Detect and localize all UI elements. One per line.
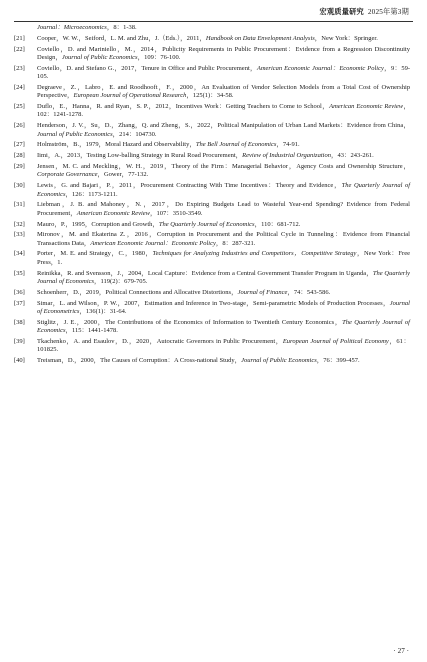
reference-item xyxy=(14,201,410,218)
reference-tail: ，New York：Free Press，1. xyxy=(37,250,410,266)
reference-text: Jensen，M. C. and Meckling，W. H.，2019，Theory of the Firm：Managerial Behavior，Agency Costs and Ownership Structure， xyxy=(37,163,410,171)
reference-text: Lewis，G. and Bajari，P.，2011，Procurement Contracting With Time Incentives：Theory and Evidence， xyxy=(37,182,342,190)
reference-tail: ，109：76-100. xyxy=(137,53,181,61)
reference-number: [29] xyxy=(14,163,25,171)
issue-label: 2025年第3期 xyxy=(367,8,409,16)
reference-number: [39] xyxy=(14,337,25,345)
reference-source: Corporate Governance xyxy=(37,171,98,179)
reference-text: Porter，M. E. and Strategy，C.，1980， xyxy=(37,250,153,258)
reference-tail: ，74：543-586. xyxy=(287,288,331,296)
reference-tail: ，8：1-38. xyxy=(106,24,137,31)
reference-source: Techniques for Analyzing Industries and Competitors，Competitive Strategy xyxy=(152,250,357,258)
reference-text: Cooper，W. W.，Seiford，L. M. and Zhu，J.（Eds.），2011， xyxy=(37,34,206,42)
reference-source: American Economic Review xyxy=(76,209,150,217)
reference-number: [33] xyxy=(14,231,25,239)
reference-item xyxy=(14,270,410,287)
reference-source: The Bell Journal of Economics xyxy=(195,141,277,149)
reference-tail: ，110：681-712. xyxy=(254,220,301,228)
reference-tail: ，107：3510-3549. xyxy=(150,209,203,217)
reference-tail: ，102：1241-1278. xyxy=(37,103,411,119)
page-number: · 27 · xyxy=(393,647,409,655)
reference-text: Coviello，D. and Stefano G.，2017，Tenure in Office and Public Procurement， xyxy=(37,64,257,72)
reference-tail: ，214：104730. xyxy=(112,130,157,138)
reference-source: American Economic Journal：Economic Policy xyxy=(90,239,216,247)
reference-number: [27] xyxy=(14,141,25,149)
reference-continued xyxy=(14,24,410,32)
reference-tail: ，Gower，77-132. xyxy=(97,171,149,179)
reference-source: The Quarterly Journal of Economics xyxy=(158,220,255,228)
reference-item xyxy=(14,103,410,120)
reference-tail: ，8：287-321. xyxy=(215,239,256,247)
reference-item xyxy=(14,152,410,160)
reference-text: Iimi，A.，2013，Testing Low-balling Strategy in Rural Road Procurement， xyxy=(37,152,243,160)
reference-item xyxy=(14,141,410,149)
reference-journal: Journal：Microeconomics xyxy=(37,24,107,31)
reference-source: European Journal of Operational Research xyxy=(73,92,187,100)
reference-source: Handbook on Data Envelopment Analysis xyxy=(205,34,315,42)
reference-source: American Economic Review xyxy=(329,103,404,111)
reference-number: [21] xyxy=(14,34,25,42)
reference-text: Schoenherr，D.，2019，Political Connections and Allocative Distortions， xyxy=(37,288,238,296)
reference-source: Review of Industrial Organization xyxy=(242,152,331,160)
reference-source: The Quarterly Journal of Economics xyxy=(37,318,410,335)
reference-item xyxy=(14,338,410,355)
reference-tail: ，74-91. xyxy=(276,141,300,149)
reference-number: [36] xyxy=(14,288,25,296)
reference-item xyxy=(14,122,410,139)
reference-tail: ，125(1)：34-58. xyxy=(186,92,234,100)
reference-tail: ，61：101825. xyxy=(37,337,410,354)
reference-tail: ，115：1441-1478. xyxy=(65,327,118,335)
reference-text: Stiglitz，J. E.，2000，The Contributions of the Economics of Information to Twentieth Century Economics， xyxy=(37,318,343,326)
reference-item xyxy=(14,231,410,248)
reference-text: Degraeve，Z.，Labro，E. and Roodhooft，F.，2000，An Evaluation of Vendor Selection Models from a Total Cost of Ownership Perspective， xyxy=(37,83,410,100)
reference-item xyxy=(14,35,410,43)
reference-text: Duflo，E.，Hanna，R. and Ryan，S. P.，2012，Incentives Work：Getting Teachers to Come to School， xyxy=(37,103,330,111)
reference-text: Holmström，B.，1979，Moral Hazard and Observability， xyxy=(37,141,196,149)
reference-number: [25] xyxy=(14,103,25,111)
reference-tail: ，136(1)：31-64. xyxy=(79,307,127,315)
reference-number: [31] xyxy=(14,201,25,209)
reference-number: [37] xyxy=(14,299,25,307)
running-header xyxy=(320,7,409,17)
reference-text: Tkachenko，A. and Esaulov，D.，2020，Autocratic Governors in Public Procurement， xyxy=(37,337,283,345)
reference-text: Simar，L. and Wilson，P. W.，2007，Estimation and Inference in Two-stage，Semi-parametric Models of Production Processes， xyxy=(37,299,390,307)
reference-item xyxy=(14,182,410,199)
journal-name: 宏观质量研究 xyxy=(319,8,364,16)
reference-text: Mironov，M. and Ekaterina Z.，2016，Corruption in Procurement and the Political Cycle in Tunneling：Evidence from Financial Transactions Data， xyxy=(37,231,410,247)
reference-item xyxy=(14,357,410,365)
reference-source: Journal of Public Economics xyxy=(37,130,113,138)
reference-source: The Quarterly Journal of Economics xyxy=(37,182,411,198)
reference-item xyxy=(14,46,410,63)
reference-text: Liebman，J. B. and Mahoney，N.，2017，Do Expiring Budgets Lead to Wasteful Year-end Spending? Evidence from Federal Procurement， xyxy=(37,201,410,217)
reference-list xyxy=(14,24,410,368)
reference-tail: ，119(2)：679-705. xyxy=(94,277,148,285)
reference-item xyxy=(14,84,410,101)
reference-text: Mauro，P.，1995，Corruption and Growth， xyxy=(37,220,159,228)
reference-item xyxy=(14,163,410,180)
reference-text: Coviello，D. and Mariniello，M.，2014，Publicity Requirements in Public Procurement：Evidence from a Regression Discontinuity Design， xyxy=(37,45,410,61)
reference-item xyxy=(14,65,410,82)
reference-source: American Economic Journal：Economic Policy xyxy=(256,64,384,72)
reference-source: The Quarterly Journal of Economics xyxy=(37,269,411,285)
reference-number: [40] xyxy=(14,357,25,365)
reference-tail: ，9：59-105. xyxy=(37,64,410,81)
reference-number: [34] xyxy=(14,250,25,258)
reference-tail: ，76：399-457. xyxy=(316,357,360,365)
reference-number: [30] xyxy=(14,182,25,190)
reference-number: [26] xyxy=(14,122,25,130)
reference-source: Journal of Public Economics xyxy=(241,357,317,365)
reference-source: European Journal of Political Economy xyxy=(282,337,389,345)
header-rule xyxy=(14,21,413,22)
reference-text: Henderson，J. V.，Su，D.，Zhang，Q. and Zheng，S.，2022，Political Manipulation of Urban Land Markets：Evidence from China， xyxy=(37,122,410,130)
reference-text: Treisman，D.，2000，The Causes of Corruption：A Cross-national Study， xyxy=(37,357,242,365)
reference-item xyxy=(14,319,410,336)
reference-item xyxy=(14,300,410,317)
reference-item xyxy=(14,289,410,297)
reference-item xyxy=(14,221,410,229)
reference-number: [28] xyxy=(14,152,25,160)
reference-item xyxy=(14,250,410,267)
reference-source: Journal of Econometrics xyxy=(37,299,410,315)
reference-source: Journal of Public Economics xyxy=(61,53,138,61)
reference-tail: ，43：243-261. xyxy=(330,152,374,160)
reference-entries xyxy=(14,35,410,365)
reference-number: [32] xyxy=(14,220,25,228)
reference-number: [23] xyxy=(14,64,25,72)
reference-number: [24] xyxy=(14,83,25,91)
reference-number: [35] xyxy=(14,269,25,277)
reference-number: [38] xyxy=(14,318,25,326)
reference-number: [22] xyxy=(14,45,25,53)
reference-tail: ，New York：Springer. xyxy=(314,34,378,42)
reference-source: Journal of Finance xyxy=(237,288,288,296)
reference-text: Reinikka，R. and Svensson，J.，2004，Local Capture：Evidence from a Central Government Transfer Program in Uganda， xyxy=(37,269,373,277)
reference-tail: ，126：1173-1211. xyxy=(65,190,118,198)
